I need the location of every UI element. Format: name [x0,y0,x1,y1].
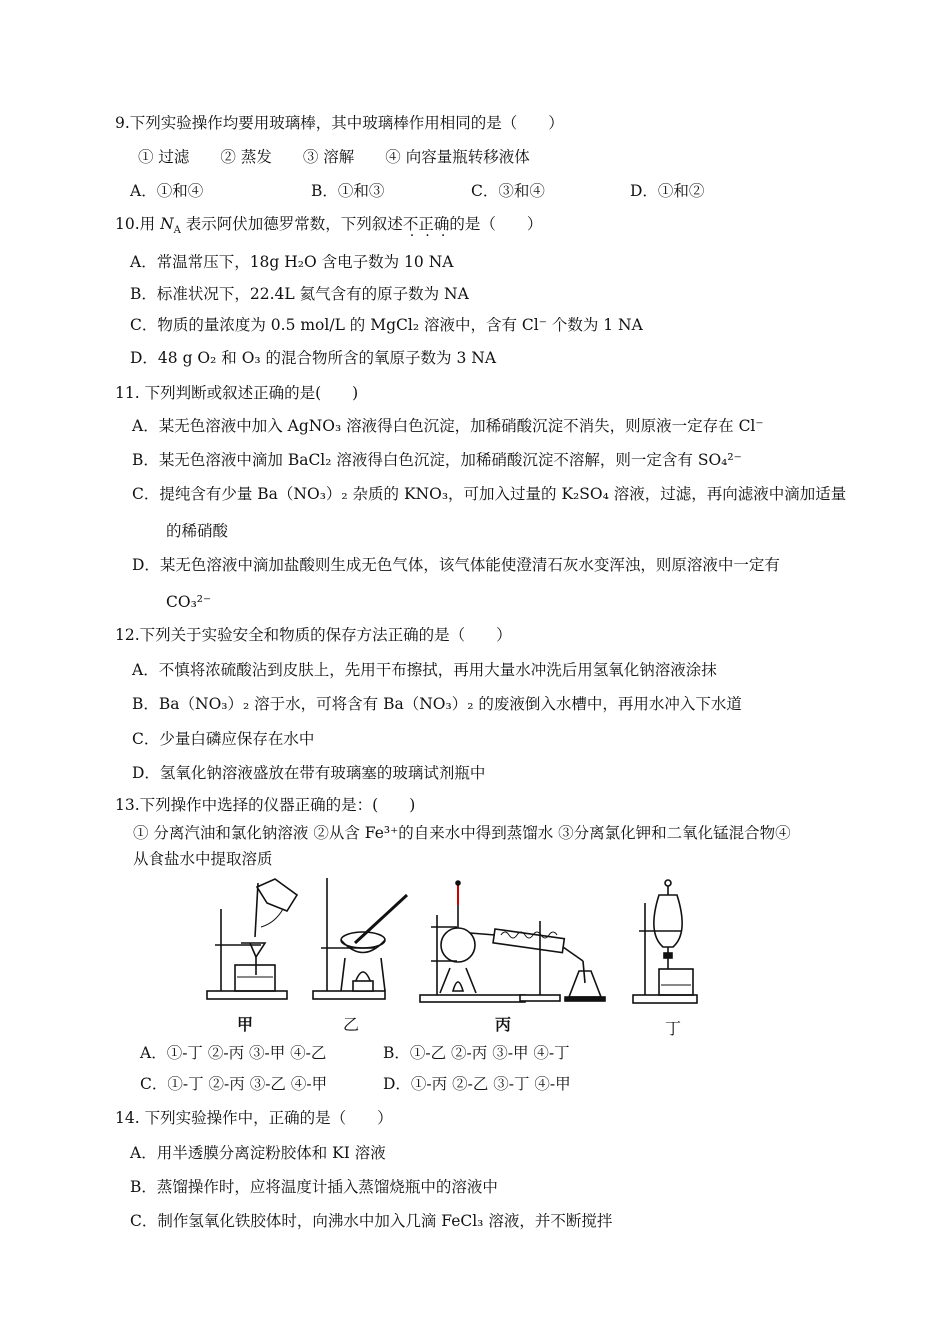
q9-stem: 9.下列实验操作均要用玻璃棒，其中玻璃棒作用相同的是（ ） [115,114,564,132]
separatory-funnel-apparatus [633,880,697,1003]
q10-option-d: D．48 g O₂ 和 O₃ 的混合物所含的氧原子数为 3 NA [130,349,497,367]
q14-option-a: A．用半透膜分离淀粉胶体和 KI 溶液 [130,1144,386,1162]
caption-ding: 丁 [665,1019,682,1038]
q14-option-b: B．蒸馏操作时，应将温度计插入蒸馏烧瓶中的溶液中 [130,1178,498,1196]
q10-option-c: C．物质的量浓度为 0.5 mol/L 的 MgCl₂ 溶液中，含有 Cl⁻ 个数为 1 NA [130,316,643,334]
na-symbol: N [160,215,174,233]
caption-bing: 丙 [495,1015,512,1034]
apparatus-figure [195,873,710,1013]
emphasis-char-2: 正 [418,215,434,233]
q12-option-a: A．不慎将浓硫酸沾到皮肤上，先用干布擦拭，再用大量水冲洗后用氢氧化钠溶液涂抹 [132,661,717,679]
q13-option-b: B．①-乙 ②-丙 ③-甲 ④-丁 [383,1044,570,1062]
q13-items-line2: 从食盐水中提取溶质 [133,850,273,868]
q11-option-b: B．某无色溶液中滴加 BaCl₂ 溶液得白色沉淀，加稀硝酸沉淀不溶解，则一定含有 SO₄²⁻ [132,451,742,469]
q12-option-c: C．少量白磷应保存在水中 [132,730,315,748]
q10-stem [115,214,543,237]
q13-option-a: A．①-丁 ②-丙 ③-甲 ④-乙 [140,1044,327,1062]
q9-option-b: B．①和③ [311,182,385,200]
q10-option-a: A．常温常压下，18g H₂O 含电子数为 10 NA [130,253,454,271]
q11-option-c-line1: C．提纯含有少量 Ba（NO₃）₂ 杂质的 KNO₃，可加入过量的 K₂SO₄ 溶液，过滤，再向滤液中滴加适量 [132,485,847,503]
q12-option-b: B．Ba（NO₃）₂ 溶于水，可将含有 Ba（NO₃）₂ 的废液倒入水槽中，再用水冲入下水道 [132,695,742,713]
q14-stem: 14. 下列实验操作中，正确的是（ ） [115,1109,393,1127]
q9-option-a: A．①和④ [130,182,204,200]
distillation-apparatus [420,881,605,1002]
q13-stem: 13.下列操作中选择的仪器正确的是：( ) [115,796,416,814]
q10-stem-pre: 10.用 [115,215,161,233]
q11-option-d-line2: CO₃²⁻ [166,593,212,611]
emphasis-char-3: 确 [433,215,450,233]
q9-items: ① 过滤 ② 蒸发 ③ 溶解 ④ 向容量瓶转移液体 [138,148,530,166]
emphasis-char-1: 不 [402,215,419,233]
q10-option-b: B．标准状况下，22.4L 氦气含有的原子数为 NA [130,285,469,303]
caption-yi: 乙 [343,1015,360,1034]
q11-option-c-line2: 的稀硝酸 [166,522,229,540]
caption-jia: 甲 [237,1015,254,1034]
na-subscript: A [173,225,181,237]
q14-option-c: C．制作氢氧化铁胶体时，向沸水中加入几滴 FeCl₃ 溶液，并不断搅拌 [130,1212,613,1230]
q12-option-d: D．氢氧化钠溶液盛放在带有玻璃塞的玻璃试剂瓶中 [132,764,486,782]
q13-items-line1: ① 分离汽油和氯化钠溶液 ②从含 Fe³⁺的自来水中得到蒸馏水 ③分离氯化钾和二氧化锰混合物④ [133,824,791,842]
filtration-apparatus [207,879,297,999]
q12-stem: 12.下列关于实验安全和物质的保存方法正确的是（ ） [115,626,512,644]
q9-option-c: C．③和④ [471,182,545,200]
q13-option-c: C．①-丁 ②-丙 ③-乙 ④-甲 [140,1075,328,1093]
q11-option-d-line1: D．某无色溶液中滴加盐酸则生成无色气体，该气体能使澄清石灰水变浑浊，则原溶液中一定有 [132,556,780,574]
q11-option-a: A．某无色溶液中加入 AgNO₃ 溶液得白色沉淀，加稀硝酸沉淀不消失，则原液一定存在 Cl⁻ [132,417,764,435]
q11-stem: 11. 下列判断或叙述正确的是( ) [115,384,359,402]
q13-option-d: D．①-丙 ②-乙 ③-丁 ④-甲 [383,1075,571,1093]
evaporation-apparatus [313,878,407,999]
q10-stem-post: 的是（ ） [449,215,543,233]
q10-stem-mid: 表示阿伏加德罗常数，下列叙述 [180,215,403,233]
q9-option-d: D．①和② [630,182,705,200]
